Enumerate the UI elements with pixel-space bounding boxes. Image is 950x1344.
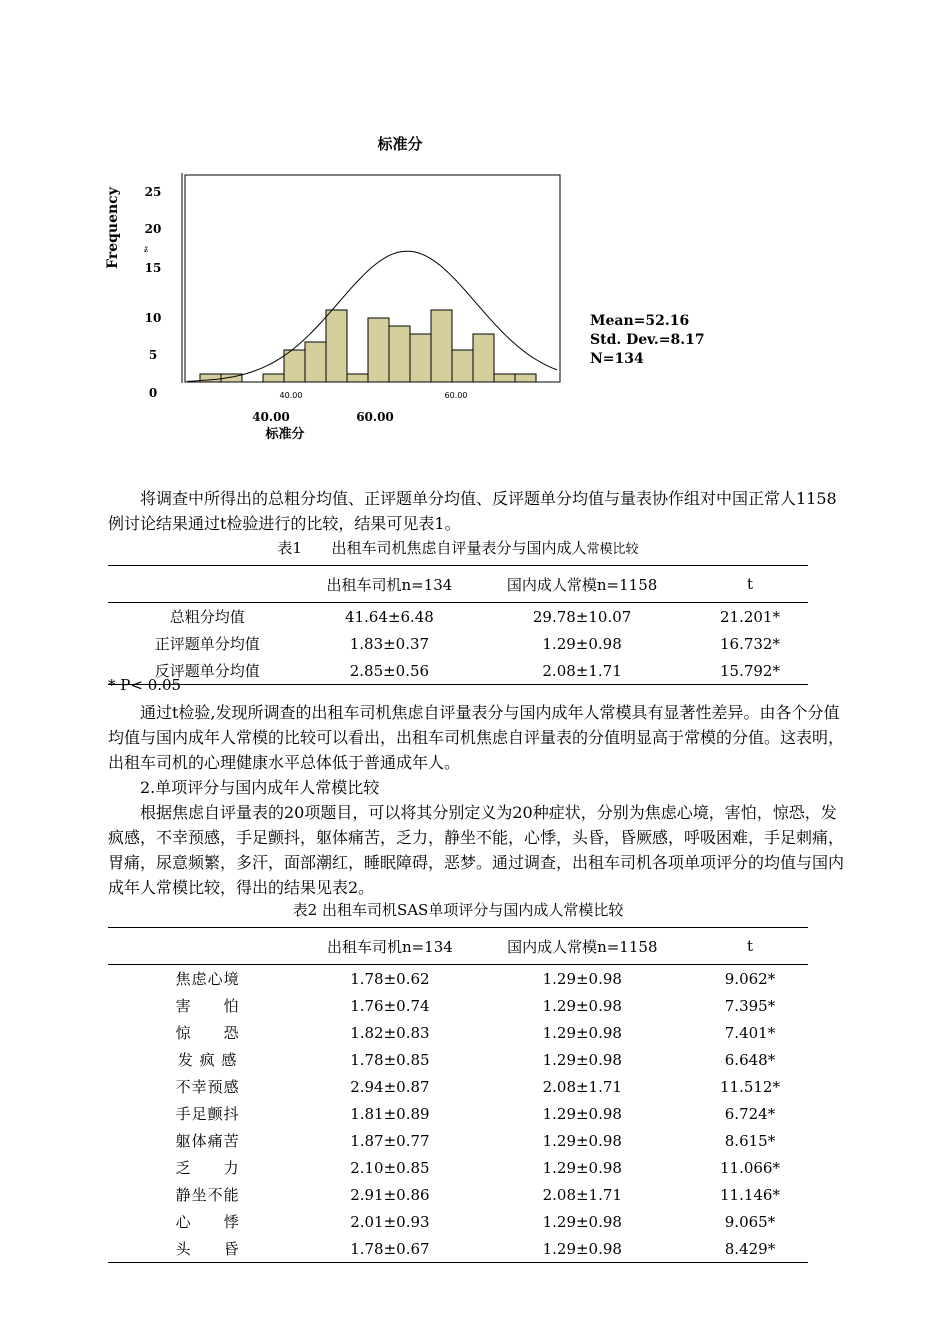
x-tick-label: 40.00: [252, 410, 290, 424]
table2-cell: 1.29±0.98: [542, 1131, 622, 1150]
table2-header-1: 出租车司机n=134: [326, 937, 453, 956]
table2-cell: 1.29±0.98: [542, 1023, 622, 1042]
table1-cell: 29.78±10.07: [532, 607, 632, 626]
table-row: [108, 1154, 808, 1181]
paragraph-2: 通过t检验,发现所调查的出租车司机焦虑自评量表分与国内成年人常模具有显著性差异。由各个分值均值与国内成年人常模的比较可以看出，出租车司机焦虑自评量表的分值明显高于常模的分值。这表明，出租车司机的心理健康水平总体低于普通成年人。: [108, 703, 845, 772]
table1-cell: 16.732*: [719, 634, 780, 653]
stat-line: Std. Dev.=8.17: [590, 332, 705, 348]
table-2: [108, 927, 808, 1263]
table-row: [108, 603, 808, 631]
table1-cell: 21.201*: [719, 607, 780, 626]
table2-cell: 6.648*: [724, 1050, 776, 1069]
table1-cell: 反评题单分均值: [154, 662, 260, 680]
histogram-bar: [431, 310, 452, 382]
table1-cell: 2.85±0.56: [349, 661, 430, 680]
table2-cell: 焦虑心境: [175, 970, 240, 988]
table2-cell: 发 疯 感: [177, 1051, 238, 1069]
table2-header-2: 国内成人常模n=1158: [507, 937, 658, 956]
table2-cell: 心 悸: [175, 1213, 240, 1231]
table2-cell: 8.429*: [724, 1239, 776, 1258]
table1-caption-prefix: 表1: [277, 539, 302, 557]
paragraph-4: 根据焦虑自评量表的20项题目，可以将其分别定义为20种症状，分别为焦虑心境，害怕，惊恐，发疯感，不幸预感，手足颤抖，躯体痛苦，乏力，静坐不能，心悸，头昏，昏厥感，呼吸困难，手足刺痛，胃痛，尿意频繁，多汗，面部潮红，睡眠障碍，恶梦。通过调查，出租车司机各项单项评分的均值与国内成年人常模比较，得出的结果见表2。: [108, 803, 845, 897]
table2-cell: 害 怕: [175, 997, 240, 1015]
table2-cell: 1.29±0.98: [542, 996, 622, 1015]
table1-cell: 2.08±1.71: [542, 661, 622, 680]
table2-cell: 11.066*: [719, 1158, 780, 1177]
table2-cell: 2.10±0.85: [350, 1158, 430, 1177]
y-tick-label: 25: [144, 185, 162, 199]
table2-cell: 1.29±0.98: [542, 1050, 622, 1069]
table2-cell: 1.78±0.67: [350, 1239, 430, 1258]
table2-cell: 1.76±0.74: [350, 996, 430, 1015]
y-axis-ticks: [145, 185, 162, 400]
table2-cell: 头 昏: [175, 1240, 240, 1258]
x-axis-ticks-large: [252, 410, 394, 424]
table2-cell: 2.01±0.93: [350, 1212, 430, 1231]
histogram-bar: [515, 374, 536, 382]
table1-cell: 正评题单分均值: [154, 635, 260, 653]
histogram-bar: [263, 374, 284, 382]
table2-cell: 惊 恐: [175, 1024, 240, 1042]
histogram-bar: [389, 326, 410, 382]
paragraph-1: 将调查中所得出的总粗分均值、正评题单分均值、反评题单分均值与量表协作组对中国正常人1158例讨论结果通过t检验进行的比较，结果可见表1。: [108, 489, 837, 533]
y-tick-label: 20: [144, 222, 162, 236]
stat-line: N=134: [590, 351, 644, 367]
histogram-bar: [473, 334, 494, 382]
table-row: [108, 1073, 808, 1100]
table-row: [108, 630, 808, 657]
table2-cell: 1.29±0.98: [542, 1212, 622, 1231]
table-row: [108, 1235, 808, 1263]
table1-cell: 总粗分均值: [169, 608, 245, 626]
table2-cell: 2.08±1.71: [542, 1185, 622, 1204]
x-axis-label: 标准分: [265, 427, 305, 442]
histogram-bar: [368, 318, 389, 382]
table1-caption-suffix: 常模比较: [586, 542, 639, 557]
y-tick-label: 5: [148, 348, 158, 362]
table2-cell: 6.724*: [724, 1104, 776, 1123]
histogram-bar: [410, 334, 431, 382]
table2-cell: 不幸预感: [175, 1078, 240, 1096]
histogram-bar: [284, 350, 305, 382]
table2-cell: 2.94±0.87: [350, 1077, 430, 1096]
table2-cell: 1.29±0.98: [542, 969, 622, 988]
table2-cell: 乏 力: [175, 1159, 240, 1177]
table2-cell: 7.401*: [724, 1023, 776, 1042]
table2-cell: 1.29±0.98: [542, 1104, 622, 1123]
table1-caption-main: 出租车司机焦虑自评量表分与国内成人: [331, 539, 587, 557]
x-tick-label-small: 60.00: [444, 391, 468, 400]
table2-cell: 9.065*: [724, 1212, 776, 1231]
y-axis-label: Frequency: [105, 187, 121, 269]
table2-cell: 11.512*: [719, 1077, 780, 1096]
table2-header-0: [108, 928, 307, 965]
stats-box: [590, 313, 705, 367]
x-axis-ticks-small: [280, 391, 468, 400]
table1-cell: 15.792*: [719, 661, 780, 680]
histogram-bar: [452, 350, 473, 382]
table2-cell: 1.87±0.77: [350, 1131, 430, 1150]
table2-header-3: t: [746, 937, 753, 955]
table1-note: * P< 0.05: [108, 676, 182, 694]
table2-caption: 表2 出租车司机SAS单项评分与国内成人常模比较: [292, 901, 624, 919]
table2-cell: 7.395*: [724, 996, 776, 1015]
table2-cell: 1.29±0.98: [542, 1239, 622, 1258]
table-row: [108, 1100, 808, 1127]
stat-line: Mean=52.16: [590, 313, 690, 329]
table2-cell: 1.81±0.89: [350, 1104, 430, 1123]
table1-header-2: 国内成人常模n=1158: [506, 575, 658, 594]
table2-cell: 手足颤抖: [175, 1105, 240, 1123]
histogram-bars: [200, 310, 536, 382]
histogram-bar: [326, 310, 347, 382]
table2-cell: 静坐不能: [175, 1186, 240, 1204]
table2-cell: 11.146*: [719, 1185, 780, 1204]
histogram-bar: [494, 374, 515, 382]
table2-cell: 2.91±0.86: [350, 1185, 430, 1204]
table2-cell: 躯体痛苦: [175, 1132, 240, 1150]
table2-cell: 1.29±0.98: [542, 1158, 622, 1177]
table1-header-3: t: [746, 575, 753, 593]
table-row: [108, 1181, 808, 1208]
histogram-bar: [347, 374, 368, 382]
table1-cell: 1.83±0.37: [349, 634, 430, 653]
table1-cell: 41.64±6.48: [344, 607, 434, 626]
y-tick-label: 0: [148, 386, 158, 400]
table2-cell: 1.78±0.62: [350, 969, 430, 988]
table1-cell: 1.29±0.98: [542, 634, 622, 653]
table-row: [108, 1208, 808, 1235]
table-row: [108, 992, 808, 1019]
table-row: [108, 1127, 808, 1154]
table-1: [108, 565, 808, 685]
table2-cell: 2.08±1.71: [542, 1077, 622, 1096]
histogram-chart: [95, 125, 715, 445]
table1-header-0: [108, 566, 307, 603]
table2-cell: 1.78±0.85: [350, 1050, 430, 1069]
table2-cell: 9.062*: [724, 969, 776, 988]
x-tick-label-small: 40.00: [279, 391, 303, 400]
table1-caption: [108, 538, 808, 560]
table-row: [108, 657, 808, 685]
y-axis-label-mark: ᵀᶜ: [142, 245, 152, 253]
table-row: [108, 965, 808, 993]
table2-cell: 1.82±0.83: [350, 1023, 430, 1042]
histogram-bar: [305, 342, 326, 382]
y-tick-label: 15: [144, 261, 162, 275]
table-row: [108, 1019, 808, 1046]
chart-title: 标准分: [377, 135, 423, 153]
table1-header-1: 出租车司机n=134: [326, 575, 453, 594]
paragraph-3: 2.单项评分与国内成年人常模比较: [140, 778, 380, 797]
y-tick-label: 10: [144, 311, 162, 325]
x-tick-label: 60.00: [356, 410, 394, 424]
table-row: [108, 1046, 808, 1073]
table2-cell: 8.615*: [724, 1131, 776, 1150]
